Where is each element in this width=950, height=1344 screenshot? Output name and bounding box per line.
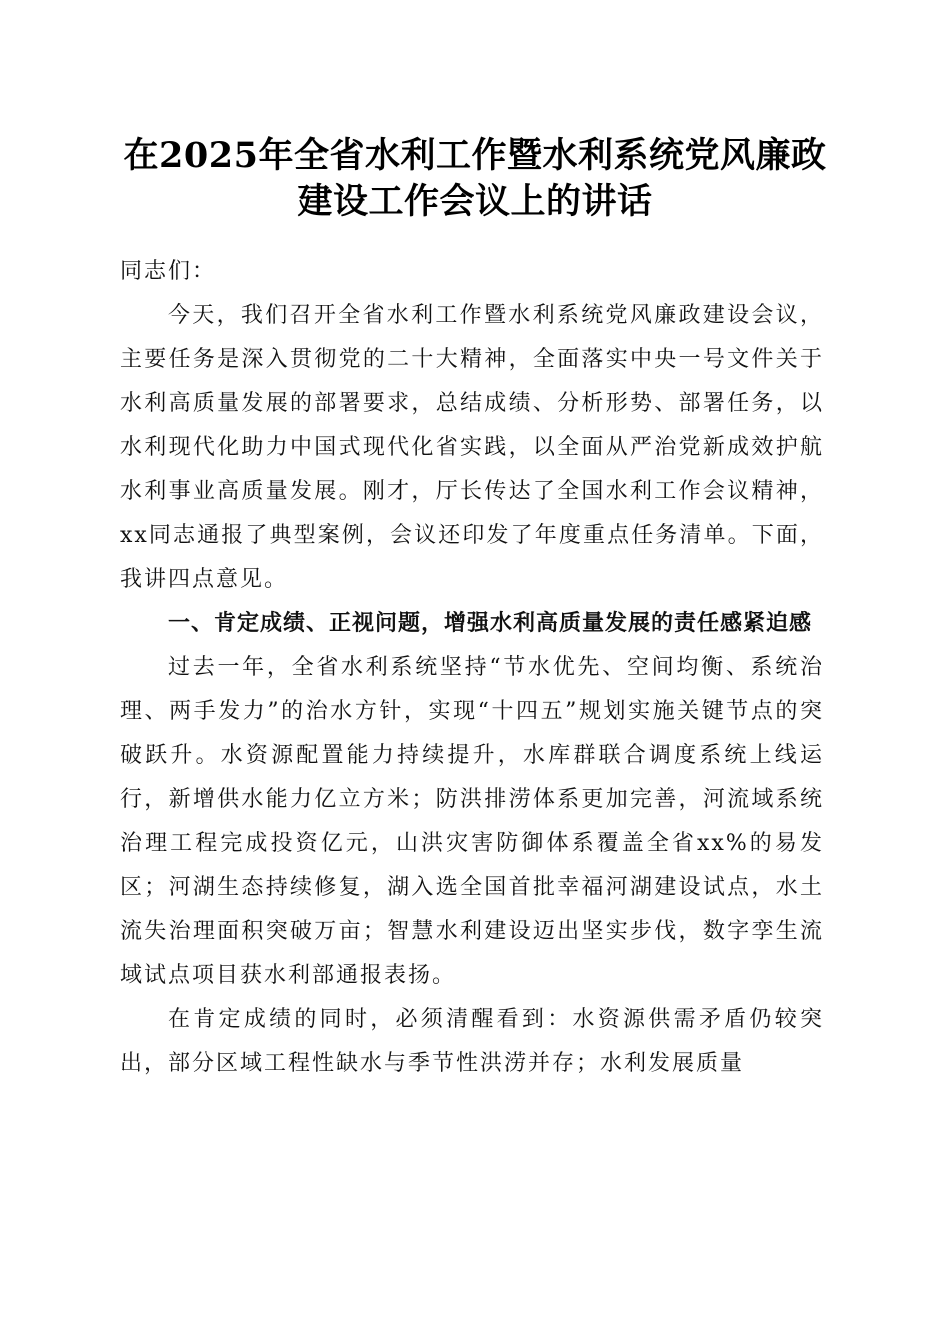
- paragraph-opening: 今天，我们召开全省水利工作暨水利系统党风廉政建设会议，主要任务是深入贯彻党的二十大精神，全面落实中央一号文件关于水利高质量发展的部署要求，总结成绩、分析形势、部署任务，以水利现代化助力中国式现代化省实践，以全面从严治党新成效护航水利事业高质量发展。刚才，厅长传达了全国水利工作会议精神，xx同志通报了典型案例，会议还印发了年度重点任务清单。下面，我讲四点意见。: [120, 303, 824, 592]
- section-heading-1: 一、肯定成绩、正视问题，增强水利高质量发展的责任感紧迫感: [168, 611, 813, 636]
- document-body: [120, 250, 824, 1086]
- salutation: 同志们：: [120, 259, 217, 284]
- paragraph-achievements: 过去一年，全省水利系统坚持“节水优先、空间均衡、系统治理、两手发力”的治水方针，实现“十四五”规划实施关键节点的突破跃升。水资源配置能力持续提升，水库群联合调度系统上线运行，新增供水能力亿立方米；防洪排涝体系更加完善，河流域系统治理工程完成投资亿元，山洪灾害防御体系覆盖全省xx%的易发区；河湖生态持续修复，湖入选全国首批幸福河湖建设试点，水土流失治理面积突破万亩；智慧水利建设迈出坚实步伐，数字孪生流域试点项目获水利部通报表扬。: [120, 655, 824, 988]
- title-line-2: 建设工作会议上的讲话: [297, 181, 653, 222]
- title-line-1: 在2025年全省水利工作暨水利系统党风廉政: [123, 135, 827, 176]
- paragraph-problems: 在肯定成绩的同时，必须清醒看到：水资源供需矛盾仍较突出，部分区域工程性缺水与季节性洪涝并存；水利发展质量: [120, 1007, 824, 1076]
- document-title: [100, 133, 850, 225]
